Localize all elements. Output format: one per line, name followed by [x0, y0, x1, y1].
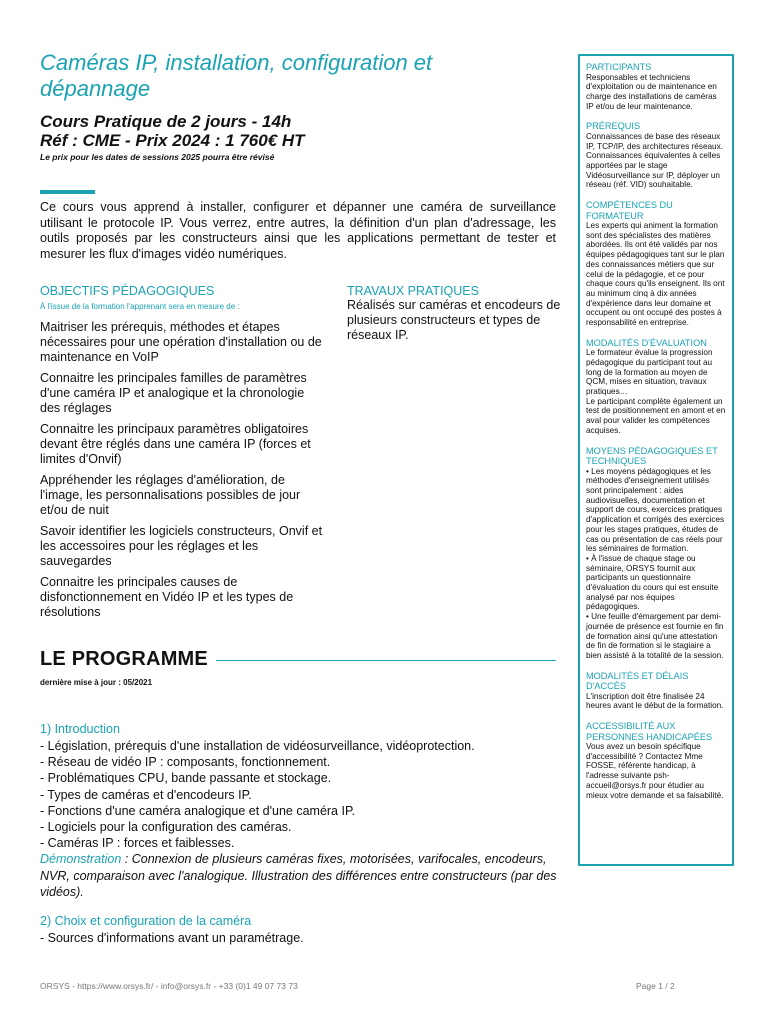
- objective-item: Appréhender les réglages d'amélioration, de l'image, les personnalisations possibles de jour et/ou de nuit: [40, 473, 301, 517]
- programme-item: - Caméras IP : forces et faiblesses.: [40, 836, 235, 851]
- objectives-list: [40, 320, 325, 626]
- section-title-introduction: 1) Introduction: [40, 722, 120, 736]
- objective-item: Maitriser les prérequis, méthodes et étapes nécessaires pour une opération d'installation ou de maintenance en VoIP: [40, 320, 322, 364]
- accent-divider: [40, 190, 95, 194]
- objectives-heading: OBJECTIFS PÉDAGOGIQUES: [40, 284, 215, 298]
- programme-item: - Sources d'informations avant un paramétrage.: [40, 931, 304, 945]
- sidebar-title-means: MOYENS PÉDAGOGIQUES ET TECHNIQUES: [586, 445, 718, 467]
- practical-heading: TRAVAUX PRATIQUES: [347, 284, 479, 298]
- page-number: Page 1 / 2: [636, 981, 675, 991]
- programme-item: - Logiciels pour la configuration des caméras.: [40, 820, 292, 835]
- course-intro: Ce cours vous apprend à installer, configurer et dépanner une caméra de surveillance utilisant le protocole IP. Vous verrez, entre autres, la définition d'un plan d'adressage, les outils proposés par les constructeurs ainsi que les applications permettant de tester et mesurer les flux d'images vidéo numériques.: [40, 200, 556, 261]
- objective-item: Connaitre les principales familles de paramètres d'une caméra IP et analogique et la chronologie des réglages: [40, 371, 307, 415]
- sidebar-text-accessibility: Vous avez un besoin spécifique d'accessibilité ? Contactez Mme FOSSE, référente handicap, à l'adresse suivante psh-accueil@orsys.fr pour étudier au mieux votre demande et sa faisabilité.: [586, 742, 724, 800]
- programme-item: - Législation, prérequis d'une installation de vidéosurveillance, vidéoprotection.: [40, 739, 475, 753]
- programme-item: - Fonctions d'une caméra analogique et d'une caméra IP.: [40, 803, 356, 818]
- objective-item: Connaitre les principales causes de disfonctionnement en Vidéo IP et les types de résolutions: [40, 575, 294, 619]
- sidebar-title-participants: PARTICIPANTS: [586, 62, 652, 72]
- sidebar-title-prerequisites: PRÉREQUIS: [586, 121, 641, 132]
- programme-last-update: dernière mise à jour : 05/2021: [40, 678, 153, 687]
- programme-item: - Réseau de vidéo IP : composants, fonctionnement.: [40, 755, 331, 770]
- sidebar-text-participants: Responsables et techniciens d'exploitation ou de maintenance en charge des installations de caméras IP et/ou de leur maintenance.: [586, 72, 717, 111]
- sidebar-text-prerequisites: Connaissances de base des réseaux IP, TCP/IP, des architectures réseaux. Connaissances équivalentes à celles apportées par le stage Vidéosurveillance sur IP, déployer un réseau (réf. VID) souhaitable.: [586, 131, 723, 190]
- price-note: Le prix pour les dates de sessions 2025 pourra être révisé: [40, 152, 275, 162]
- course-title: Caméras IP, installation, configuration et dépannage: [40, 50, 433, 101]
- objective-item: Savoir identifier les logiciels constructeurs, Onvif et les accessoires pour les réglages et les sauvegardes: [40, 524, 323, 568]
- programme-item: - Problématiques CPU, bande passante et stockage.: [40, 771, 332, 786]
- sidebar-text-evaluation: Le formateur évalue la progression pédagogique du participant tout au long de la formation au moyen de QCM, mises en situation, travaux pratiques… Le participant complète également un test de positionnement en amont et en aval pour valider les compétences acquises.: [586, 348, 726, 435]
- objective-item: Connaitre les principaux paramètres obligatoires devant être réglés dans une caméra IP (forces et limites d'Onvif): [40, 422, 311, 466]
- programme-heading: LE PROGRAMME: [40, 648, 208, 670]
- course-duration: Cours Pratique de 2 jours - 14h: [40, 112, 292, 131]
- objectives-subheading: À l'issue de la formation l'apprenant sera en mesure de :: [40, 302, 240, 311]
- demonstration-text: : Connexion de plusieurs caméras fixes, motorisées, varifocales, encodeurs, NVR, comparaison avec l'analogique. Illustration des différences entre constructeurs (par des vidéos).: [40, 852, 557, 899]
- programme-item: - Types de caméras et d'encodeurs IP.: [40, 787, 252, 802]
- programme-divider: [216, 660, 556, 661]
- sidebar-title-accessibility: ACCESSIBILITÉ AUX PERSONNES HANDICAPÉES: [586, 721, 713, 742]
- sidebar-title-access: MODALITÉS ET DÉLAIS D'ACCÈS: [586, 670, 689, 692]
- course-reference-price: Réf : CME - Prix 2024 : 1 760€ HT: [40, 131, 305, 150]
- demonstration-label: Démonstration: [40, 852, 122, 866]
- sidebar-title-trainer: COMPÉTENCES DU FORMATEUR: [586, 200, 673, 221]
- section-items-camera-config: [40, 930, 560, 946]
- demonstration-note: [40, 851, 560, 901]
- footer-contact: ORSYS - https://www.orsys.fr/ - info@orsys.fr - +33 (0)1 49 07 73 73: [40, 981, 298, 991]
- sidebar-title-evaluation: MODALITÉS D'ÉVALUATION: [586, 337, 707, 348]
- info-sidebar: [578, 54, 734, 866]
- practical-text: Réalisés sur caméras et encodeurs de plusieurs constructeurs et types de réseaux IP.: [347, 298, 561, 342]
- sidebar-text-trainer: Les experts qui animent la formation sont des spécialistes des matières abordées. Ils ont été validés par nos équipes pédagogiques tant sur le plan des connaissances métiers que sur celui de la pédagogie, et ce pour chaque cours qu'ils enseignent. Ils ont au minimum cinq à dix années d'expérience dans leur domaine et occupent ou ont occupé des postes à responsabilité en entreprise.: [586, 221, 725, 328]
- section-title-camera-config: 2) Choix et configuration de la caméra: [40, 914, 252, 928]
- section-items-introduction: [40, 738, 560, 851]
- sidebar-text-access: L'inscription doit être finalisée 24 heures avant le début de la formation.: [586, 691, 724, 711]
- sidebar-text-means: • Les moyens pédagogiques et les méthodes d'enseignement utilisés sont principalement : aides audiovisuelles, documentation et support de cours, exercices pratiques d'application et corrigés des exercices pour les stages pratiques, études de cas ou présentation de cas réels pour les séminaires de formation. • À l'issue de chaque stage ou séminaire, ORSYS fournit aux participants un questionnaire d'évaluation du cours qui est ensuite analysé par nos équipes pédagogiques. • Une feuille d'émargement par demi-journée de présence est fournie en fin de formation ainsi qu'une attestation de fin de formation si le stagiaire a bien assisté à la totalité de la session.: [586, 466, 725, 660]
